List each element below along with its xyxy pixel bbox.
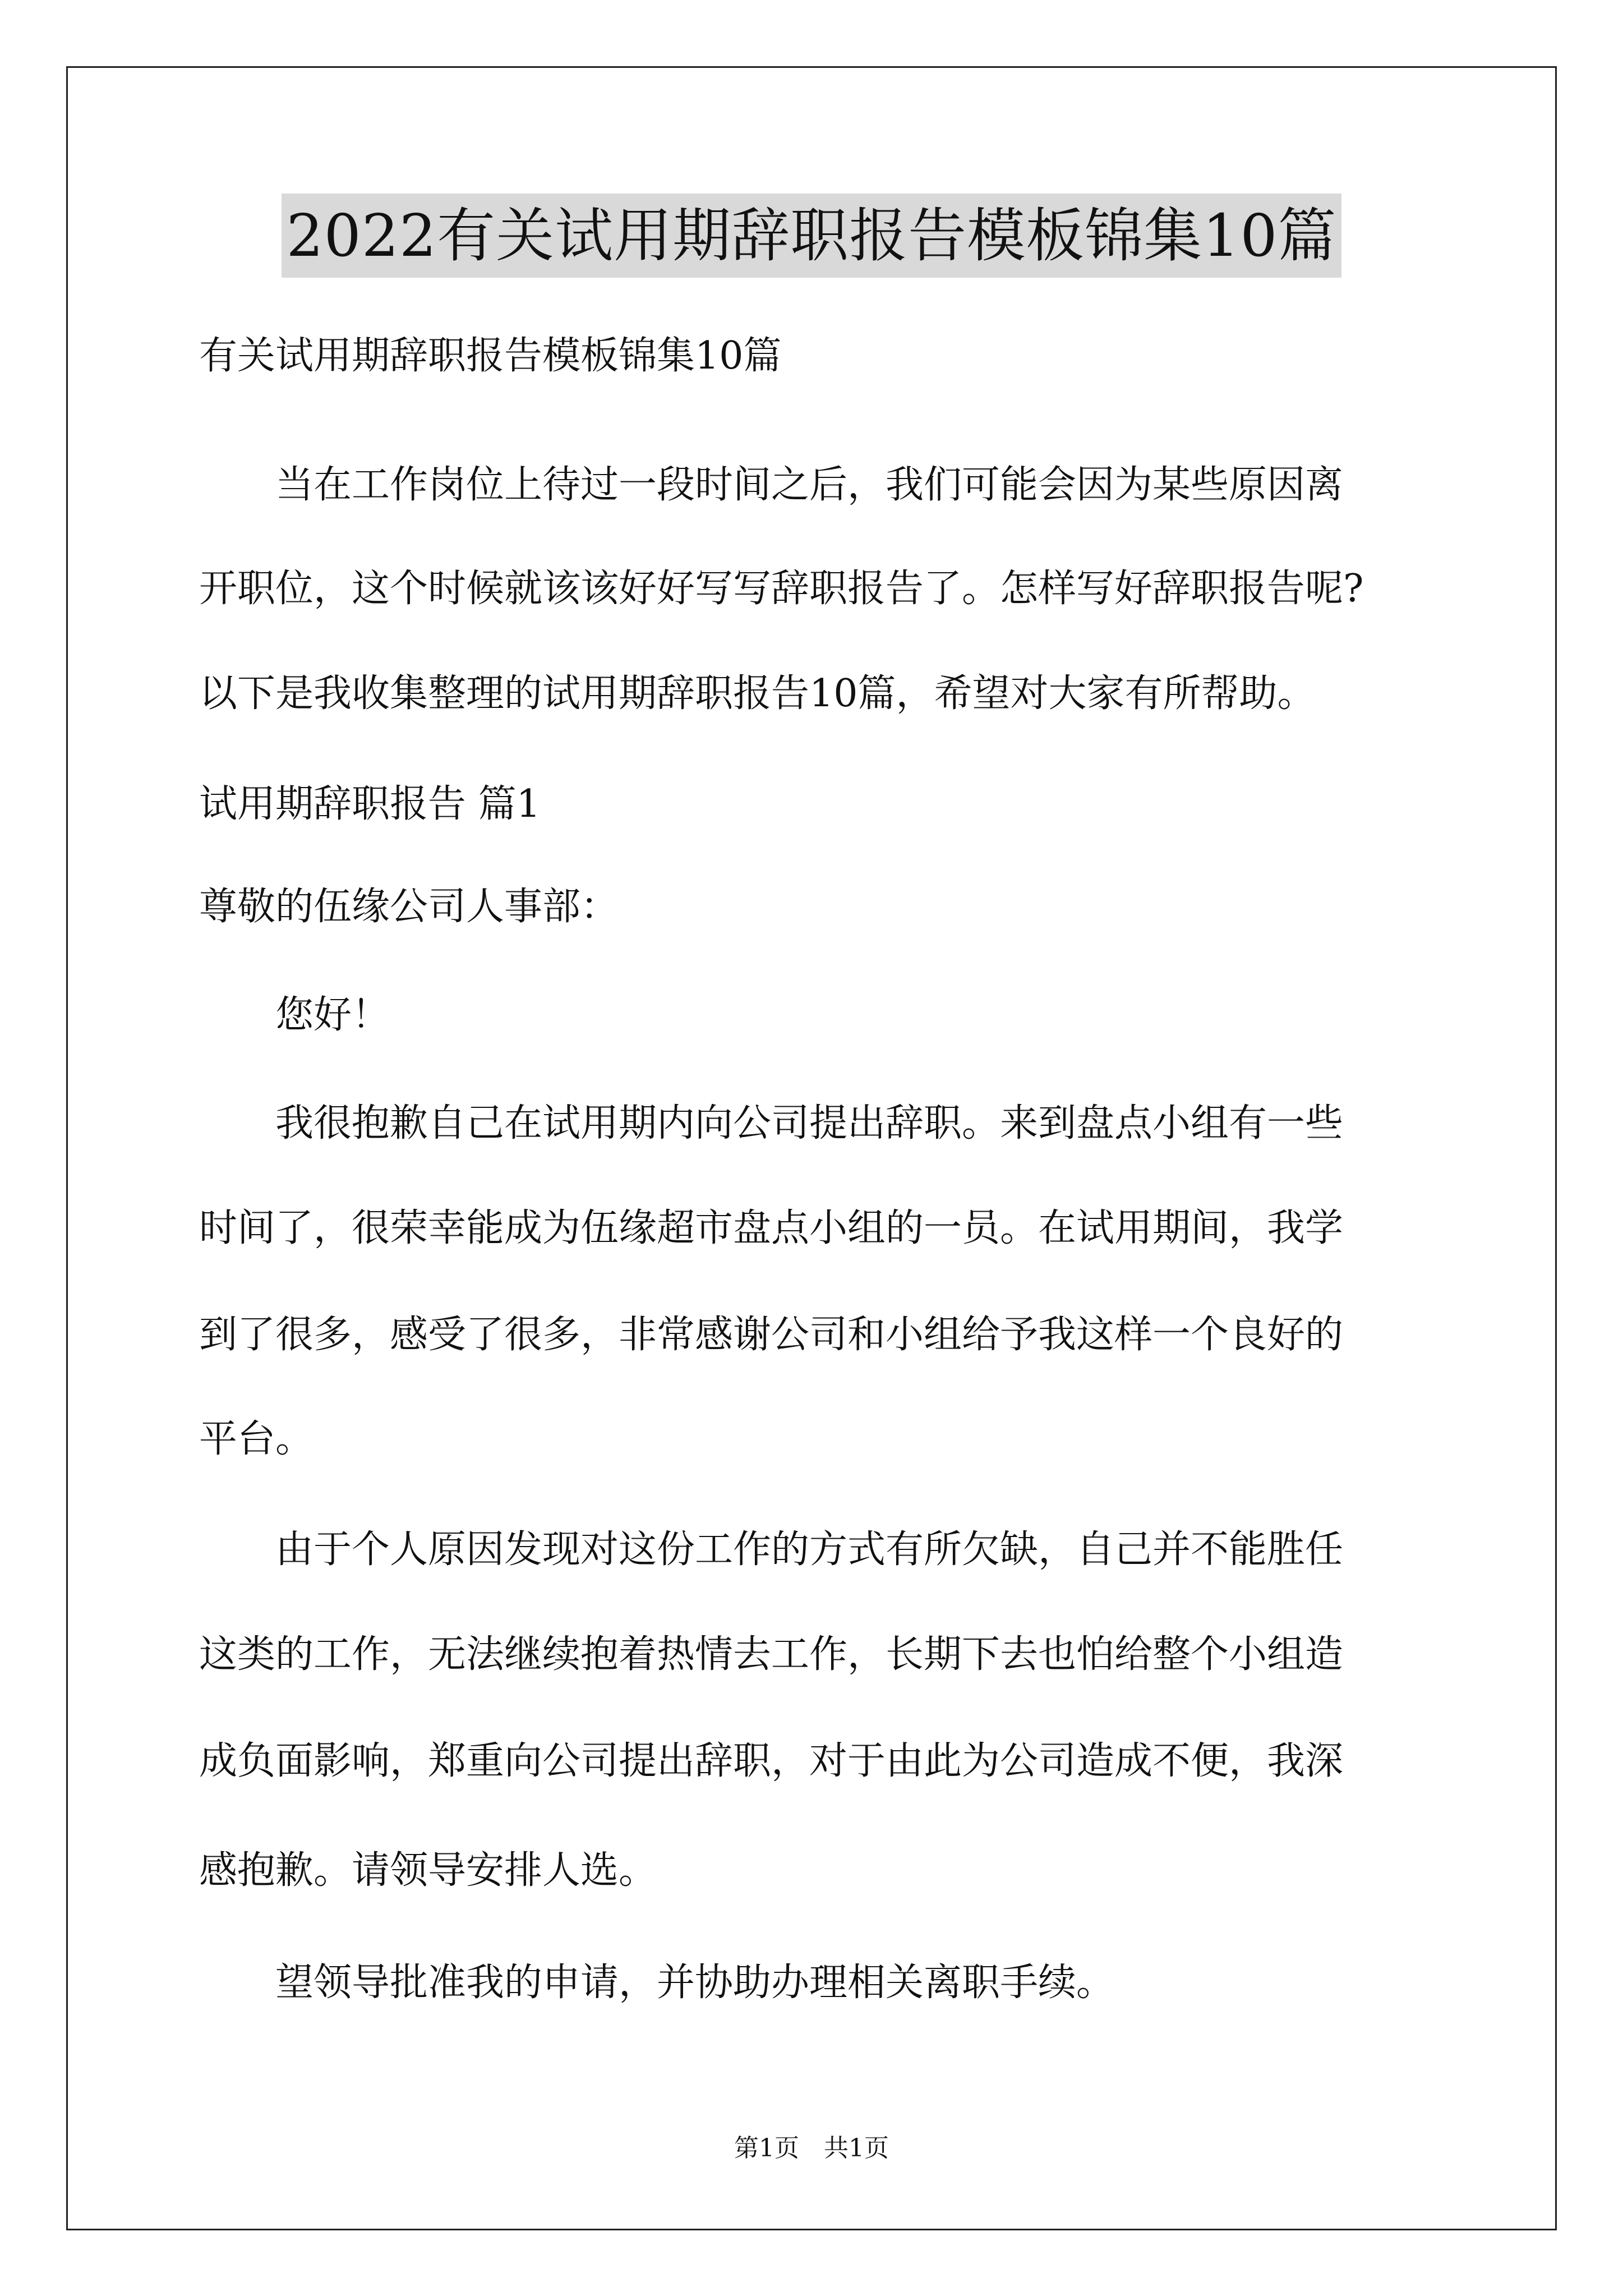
paragraph-line: 当在工作岗位上待过一段时间之后，我们可能会因为某些原因离 (199, 463, 1344, 507)
greeting: 您好！ (199, 993, 390, 1037)
paragraph-line: 以下是我收集整理的试用期辞职报告10篇，希望对大家有所帮助。 (199, 671, 1316, 716)
paragraph-line: 我很抱歉自己在试用期内向公司提出辞职。来到盘点小组有一些 (199, 1101, 1344, 1145)
page-footer: 第1页 共1页 (734, 2134, 889, 2162)
paragraph-line: 开职位，这个时候就该该好好写写辞职报告了。怎样写好辞职报告呢? (199, 567, 1364, 611)
paragraph-line: 由于个人原因发现对这份工作的方式有所欠缺，自己并不能胜任 (199, 1527, 1344, 1572)
paragraph-line: 到了很多，感受了很多，非常感谢公司和小组给予我这样一个良好的 (199, 1313, 1344, 1357)
salutation: 尊敬的伍缘公司人事部： (199, 885, 619, 929)
section-heading: 试用期辞职报告 篇1 (199, 782, 541, 826)
paragraph-line: 时间了，很荣幸能成为伍缘超市盘点小组的一员。在试用期间，我学 (199, 1206, 1344, 1250)
paragraph-line: 这类的工作，无法继续抱着热情去工作，长期下去也怕给整个小组造 (199, 1632, 1344, 1677)
paragraph-line: 感抱歉。请领导安排人选。 (199, 1848, 657, 1893)
document-title: 2022有关试用期辞职报告模板锦集10篇 (282, 194, 1341, 278)
intro-heading: 有关试用期辞职报告模板锦集10篇 (199, 334, 782, 378)
paragraph-line: 成负面影响，郑重向公司提出辞职，对于由此为公司造成不便，我深 (199, 1739, 1344, 1783)
paragraph-line: 平台。 (199, 1417, 314, 1461)
title-container (0, 194, 1623, 278)
paragraph-line: 望领导批准我的申请，并协助办理相关离职手续。 (199, 1961, 1115, 2005)
page-border (66, 66, 1557, 2230)
